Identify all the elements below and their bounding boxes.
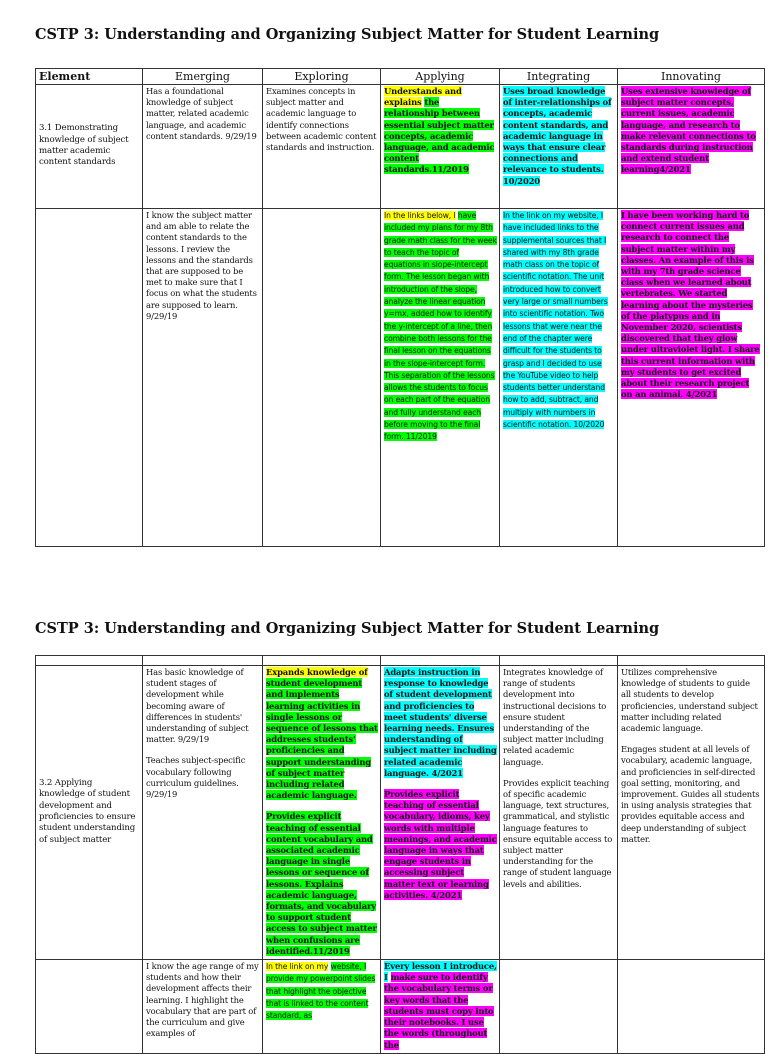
page-title: CSTP 3: Understanding and Organizing Subject Matter for Student Learning <box>35 620 660 637</box>
cell-text: I know the age range of my students and how their development affects their learning. I highlight the vocabulary that are part of the curriculum and give examples of <box>146 961 259 1039</box>
table-row <box>36 85 765 209</box>
cell-text: Examines concepts in subject matter and academic language to identify connections between academic content standards and instruction. <box>266 86 377 153</box>
cell-text: Integrates knowledge of range of students development into instructional decisions to ensure student understanding of the subject matter including related academic language. <box>503 667 607 767</box>
highlight-yellow: Understands and explains <box>384 86 462 108</box>
cell-emerging <box>143 666 263 960</box>
highlight-yellow: In the link on my <box>266 962 329 972</box>
cell-integrating <box>500 666 618 960</box>
cell-applying <box>381 85 500 209</box>
cell-text: Teaches subject-specific vocabulary following curriculum guidelines. 9/29/19 <box>146 755 246 800</box>
highlight-magenta: Provides explicit teaching of essential vocabulary, idioms, key words with multiple meanings, and academic language in ways that engage students in accessing subject matter text or learning activities. 4/2021 <box>384 789 497 900</box>
cell-innovating <box>618 666 765 960</box>
element-label: 3.2 Applying knowledge of student development and proficiencies to ensure student understanding of subject matter <box>39 777 136 845</box>
cell-integrating <box>500 85 618 209</box>
header-integrating: Integrating <box>500 69 618 85</box>
highlight-cyan: In the link on my website, I have included links to the supplemental sources that I shared with my 8th grade math class on the topic of scientific notation. The unit introduced how to convert very large or small numbers into scientific notation. Two lessons that were near the end of the chapter were difficult for the students to grasp and I decided to use the YouTube video to help students better understand how to add, subtract, and multiply with numbers in scientific notation. 10/2020 <box>503 211 608 430</box>
highlight-yellow: Expands knowledge of <box>266 667 368 677</box>
table-row <box>36 960 765 1054</box>
rubric-table-3-2 <box>35 655 765 1054</box>
cell-emerging <box>143 209 263 547</box>
header-element: Element <box>36 69 143 85</box>
element-label: 3.1 Demonstrating knowledge of subject matter academic content standards <box>39 123 129 168</box>
cell-applying <box>381 960 500 1054</box>
highlight-green: have included my plans for my 8th grade math class for the week to teach the topic of equations in slope-intercept form. The lesson began with introduction of the slope, analyze the linear equation y=mx, added how to identify the y-intercept of a line, then combine both lessons for the final lesson on the equations in the slope-intercept form. This separation of the lessons allows the students to focus on each part of the equation and fully understand each before moving to the final form. 11/2019 <box>384 211 497 442</box>
header-exploring: Exploring <box>263 69 381 85</box>
element-cell <box>36 666 143 960</box>
table-row <box>36 209 765 547</box>
page-title: CSTP 3: Understanding and Organizing Subject Matter for Student Learning <box>35 26 660 43</box>
cell-text: Has basic knowledge of student stages of development while becoming aware of differences in students' understanding of subject matter. 9/29/19 <box>146 667 249 745</box>
cell-exploring <box>263 85 381 209</box>
header-innovating: Innovating <box>618 69 765 85</box>
highlight-cyan: Every lesson I introduce, I <box>384 961 497 983</box>
cell-exploring <box>263 666 381 960</box>
cell-integrating <box>500 209 618 547</box>
table-row <box>36 666 765 960</box>
cell-exploring <box>263 960 381 1054</box>
highlight-green: Provides explicit teaching of essential content vocabulary and associated academic language in single lessons or sequence of lessons. Explains academic language, formats, and vocabulary to support student access to subject matter when confusions are identified.11/2019 <box>266 811 377 956</box>
cell-text: Utilizes comprehensive knowledge of students to guide all students to develop proficiencies, understand subject matter including related academic language. <box>621 667 758 734</box>
cell-integrating <box>500 960 618 1054</box>
cell-applying <box>381 209 500 547</box>
highlight-green: the relationship between essential subject matter concepts, academic language, and academic content standards.11/2019 <box>384 97 495 175</box>
highlight-magenta: make sure to identify the vocabulary terms or key words that the students must copy into their notebooks. I use the words (throughout the <box>384 972 494 1050</box>
cell-innovating <box>618 209 765 547</box>
highlight-cyan: Adapts instruction in response to knowledge of student development and proficiencies to meet students' diverse learning needs. Ensures understanding of subject matter including related academic language. 4/2021 <box>384 667 497 778</box>
highlight-magenta: Uses extensive knowledge of subject matter concepts, current issues, academic language, and research to make relevant connections to standards during instruction and extend student learning4/2021 <box>621 86 756 175</box>
highlight-green: website, I provide my powerpoint slides that highlight the objective that is linked to the content standard, as <box>266 962 376 1021</box>
cell-applying <box>381 666 500 960</box>
cell-exploring <box>263 209 381 547</box>
header-applying: Applying <box>381 69 500 85</box>
cell-emerging <box>143 85 263 209</box>
cell-text: Has a foundational knowledge of subject matter, related academic language, and academic content standards. 9/29/19 <box>146 86 257 141</box>
highlight-green: student development and implements learning activities in single lessons or sequence of lessons that addresses students' proficiencies and support understanding of subject matter including related academic language. <box>266 678 378 801</box>
element-cell-empty <box>36 960 143 1054</box>
highlight-magenta: I have been working hard to connect current issues and research to connect the subject matter within my classes. An example of this is with my 7th grade science class when we learned about vertebrates. We started learning about the mysteries of the platypus and in November 2020, scientists discovered that they glow under ultraviolet light. I share this current information with my students to get excited about their research project on an animal. 4/2021 <box>621 210 760 400</box>
header-row-empty <box>36 656 765 666</box>
cell-text: Provides explicit teaching of specific academic language, text structures, grammatical, and stylistic language features to ensure equitable access to subject matter understanding for the range of student language levels and abilities. <box>503 777 613 889</box>
cell-text: I know the subject matter and am able to relate the content standards to the lessons. I review the lessons and the standards that are supposed to be met to make sure that I focus on what the students are supposed to learn. 9/29/19 <box>146 210 257 321</box>
highlight-cyan: Uses broad knowledge of inter-relationships of concepts, academic content standards, and academic language in ways that ensure clear connections and relevance to students. 10/2020 <box>503 86 612 186</box>
cell-innovating <box>618 85 765 209</box>
cell-text: Engages student at all levels of vocabulary, academic language, and proficiencies in self-directed goal setting, monitoring, and improvement. Guides all students in using analysis strategies that provides equitable access and deep understanding of subject matter. <box>621 744 760 844</box>
cell-emerging <box>143 960 263 1054</box>
header-row <box>36 69 765 85</box>
element-cell <box>36 85 143 209</box>
header-emerging: Emerging <box>143 69 263 85</box>
cell-innovating <box>618 960 765 1054</box>
element-cell-empty <box>36 209 143 547</box>
rubric-table-3-1 <box>35 68 765 547</box>
highlight-yellow: In the links below, I <box>384 211 456 220</box>
